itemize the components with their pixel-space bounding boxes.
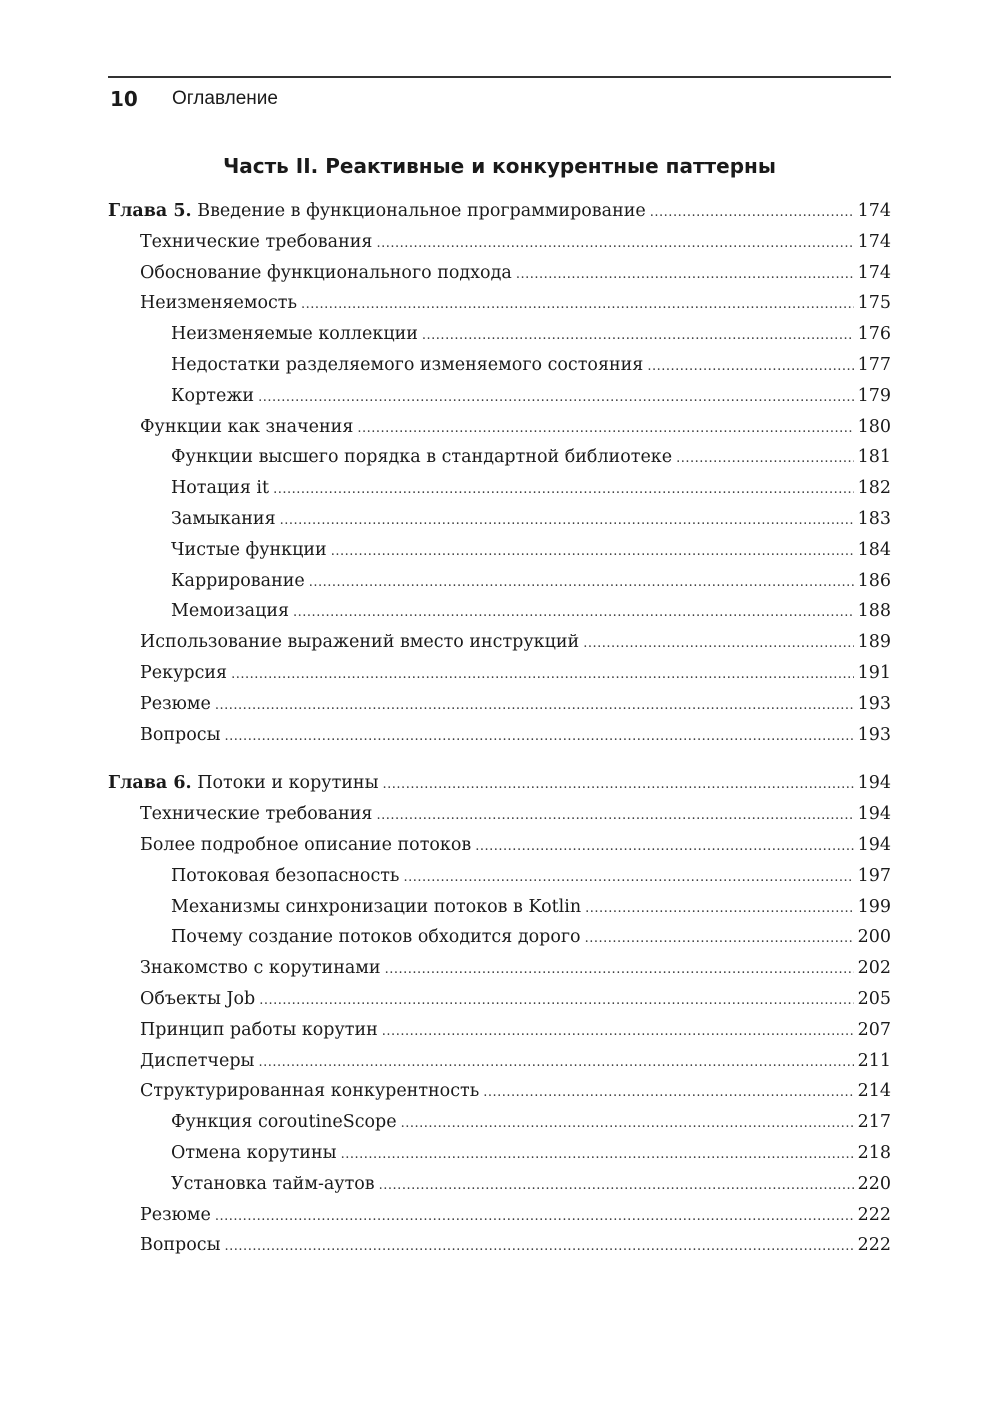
- toc-entry-title: [140, 984, 255, 1015]
- toc-page-number: 183: [857, 508, 891, 529]
- dot-leader: [379, 1171, 854, 1202]
- page-header: [108, 76, 891, 114]
- dot-leader: [650, 198, 854, 229]
- toc-entry-title: [171, 1169, 375, 1200]
- toc-entry-title: [171, 566, 305, 597]
- toc-entry: [108, 1138, 891, 1169]
- toc-entry: [108, 504, 891, 535]
- toc-page-number: 211: [857, 1050, 891, 1071]
- toc-entry: [108, 258, 891, 289]
- toc-entry-text: Потоки и корутины: [197, 773, 379, 794]
- toc-entry-text: Установка тайм-аутов: [171, 1173, 375, 1194]
- dot-leader: [403, 863, 853, 894]
- toc-entry-text: Неизменяемые коллекции: [171, 324, 418, 345]
- toc-entry-title: [140, 1230, 221, 1261]
- running-title: Оглавление: [172, 88, 278, 109]
- toc-entry: [108, 1015, 891, 1046]
- toc-entry-title: [140, 1076, 479, 1107]
- toc-entry-text: Отмена корутины: [171, 1142, 337, 1163]
- toc-chapter-prefix: Глава 6.: [108, 773, 192, 794]
- toc-entry: [108, 442, 891, 473]
- toc-entry-title: [140, 227, 372, 258]
- toc-entry: [108, 535, 891, 566]
- toc-page-number: 222: [857, 1204, 891, 1225]
- toc-entry-title: [108, 196, 646, 227]
- toc-entry-text: Неизменяемость: [140, 293, 298, 314]
- toc-entry: [108, 689, 891, 720]
- toc-entry-title: [171, 1107, 397, 1138]
- toc-entry-text: Почему создание потоков обходится дорого: [171, 927, 581, 948]
- toc-entry: [108, 799, 891, 830]
- toc-page-number: 199: [857, 896, 891, 917]
- toc-entry: [108, 1107, 891, 1138]
- toc-entry-text: Мемоизация: [171, 601, 290, 622]
- toc-entry-title: [171, 350, 643, 381]
- dot-leader: [231, 660, 854, 691]
- toc-entry-text: Замыкания: [171, 508, 276, 529]
- toc-entry: [108, 1076, 891, 1107]
- dot-leader: [585, 894, 853, 925]
- dot-leader: [225, 1232, 854, 1263]
- toc-page-number: 174: [857, 201, 891, 221]
- toc-entry-title: [140, 1200, 211, 1231]
- toc-page-number: 188: [857, 601, 891, 622]
- toc-entry-text: Технические требования: [140, 804, 373, 825]
- toc-page-number: 222: [857, 1235, 891, 1256]
- toc-entry-text: Нотация it: [171, 478, 270, 499]
- toc-page-number: 217: [857, 1112, 891, 1133]
- toc-entry-title: [171, 535, 327, 566]
- toc-entry: [108, 892, 891, 923]
- toc-entry-text: Каррирование: [171, 570, 305, 591]
- dot-leader: [357, 414, 853, 445]
- toc-entry-text: Потоковая безопасность: [171, 865, 400, 886]
- toc-chapter-entry: [108, 196, 891, 227]
- dot-leader: [483, 1078, 853, 1109]
- dot-leader: [293, 598, 854, 629]
- toc-chapter-entry: [108, 768, 891, 799]
- toc-entry-title: [140, 830, 471, 861]
- toc-page-number: 194: [857, 834, 891, 855]
- toc-page-number: 184: [857, 539, 891, 560]
- toc-entry: [108, 1169, 891, 1200]
- toc-entry-title: [171, 1138, 337, 1169]
- dot-leader: [258, 383, 854, 414]
- toc-page-number: 174: [857, 262, 891, 283]
- toc-page-number: 179: [857, 385, 891, 406]
- toc-entry-title: [140, 658, 227, 689]
- dot-leader: [585, 924, 854, 955]
- toc-entry-text: Механизмы синхронизации потоков в Kotlin: [171, 896, 582, 917]
- toc-page-number: 202: [857, 958, 891, 979]
- toc-entry-text: Недостатки разделяемого изменяемого состояния: [171, 354, 644, 375]
- toc-page-number: 180: [857, 416, 891, 437]
- toc-entry-text: Функции высшего порядка в стандартной библиотеке: [171, 447, 673, 468]
- toc-page-number: 220: [857, 1173, 891, 1194]
- toc-entry-title: [140, 1046, 254, 1077]
- toc-entry: [108, 1046, 891, 1077]
- dot-leader: [647, 352, 853, 383]
- toc-page-number: 200: [857, 927, 891, 948]
- toc-entry-text: Резюме: [140, 1204, 211, 1225]
- toc-entry-text: Структурированная конкурентность: [140, 1081, 480, 1102]
- toc-entry-text: Более подробное описание потоков: [140, 834, 472, 855]
- toc-page-number: 176: [857, 324, 891, 345]
- toc-entry-text: Знакомство с корутинами: [140, 958, 381, 979]
- toc-entry: [108, 861, 891, 892]
- table-of-contents: [108, 196, 891, 1261]
- toc-entry: [108, 953, 891, 984]
- toc-entry: [108, 350, 891, 381]
- dot-leader: [422, 321, 854, 352]
- toc-entry-title: [140, 627, 579, 658]
- dot-leader: [225, 722, 854, 753]
- toc-entry-title: [108, 768, 379, 799]
- toc-entry: [108, 830, 891, 861]
- toc-page-number: 194: [857, 804, 891, 825]
- toc-entry: [108, 381, 891, 412]
- toc-entry-text: Диспетчеры: [140, 1050, 255, 1071]
- toc-entry: [108, 984, 891, 1015]
- toc-page-number: 181: [857, 447, 891, 468]
- toc-page-number: 218: [857, 1142, 891, 1163]
- toc-entry-title: [171, 922, 581, 953]
- dot-leader: [376, 801, 853, 832]
- toc-entry-title: [171, 442, 672, 473]
- toc-entry-title: [140, 799, 372, 830]
- toc-entry: [108, 319, 891, 350]
- toc-entry-title: [140, 720, 221, 751]
- toc-entry: [108, 922, 891, 953]
- toc-page-number: 189: [857, 632, 891, 653]
- toc-entry-text: Использование выражений вместо инструкций: [140, 632, 580, 653]
- toc-page-number: 197: [857, 865, 891, 886]
- toc-entry-text: Функция coroutineScope: [171, 1112, 397, 1133]
- toc-page-number: 193: [857, 724, 891, 745]
- toc-entry: [108, 627, 891, 658]
- dot-leader: [215, 691, 854, 722]
- dot-leader: [382, 1017, 854, 1048]
- dot-leader: [341, 1140, 854, 1171]
- dot-leader: [385, 955, 854, 986]
- toc-entry: [108, 720, 891, 751]
- toc-page-number: 174: [857, 231, 891, 252]
- toc-entry-text: Чистые функции: [171, 539, 327, 560]
- toc-page-number: 175: [857, 293, 891, 314]
- toc-entry-text: Вопросы: [140, 1235, 221, 1256]
- toc-entry-title: [140, 288, 297, 319]
- toc-page-number: 193: [857, 693, 891, 714]
- toc-entry-text: Технические требования: [140, 231, 373, 252]
- toc-page-number: 182: [857, 478, 891, 499]
- dot-leader: [401, 1109, 854, 1140]
- dot-leader: [676, 444, 854, 475]
- toc-page-number: 207: [857, 1019, 891, 1040]
- toc-entry-title: [171, 892, 581, 923]
- toc-entry: [108, 227, 891, 258]
- toc-page-number: 214: [857, 1081, 891, 1102]
- dot-leader: [301, 290, 854, 321]
- page-number: 10: [110, 87, 138, 111]
- toc-entry-text: Обоснование функционального подхода: [140, 262, 512, 283]
- toc-page-number: 194: [857, 773, 891, 794]
- toc-entry: [108, 566, 891, 597]
- toc-entry: [108, 473, 891, 504]
- toc-entry-title: [171, 473, 269, 504]
- toc-page-number: 191: [857, 662, 891, 683]
- toc-entry-title: [140, 953, 381, 984]
- toc-entry-text: Введение в функциональное программирование: [197, 201, 646, 221]
- part-title: Часть II. Реактивные и конкурентные паттерны: [223, 154, 776, 178]
- toc-entry-text: Вопросы: [140, 724, 221, 745]
- dot-leader: [475, 832, 853, 863]
- toc-page-number: 186: [857, 570, 891, 591]
- toc-entry-title: [140, 258, 512, 289]
- toc-entry-title: [140, 412, 353, 443]
- toc-entry-text: Кортежи: [171, 385, 255, 406]
- dot-leader: [259, 986, 853, 1017]
- toc-page-number: 205: [857, 988, 891, 1009]
- dot-leader: [516, 260, 854, 291]
- toc-entry: [108, 1230, 891, 1261]
- dot-leader: [258, 1048, 853, 1079]
- dot-leader: [376, 229, 853, 260]
- toc-entry-title: [171, 861, 399, 892]
- toc-entry: [108, 412, 891, 443]
- toc-entry: [108, 1200, 891, 1231]
- dot-leader: [273, 475, 854, 506]
- toc-entry-text: Резюме: [140, 693, 211, 714]
- toc-entry-title: [140, 689, 211, 720]
- toc-entry-text: Объекты Job: [140, 988, 256, 1009]
- dot-leader: [583, 629, 853, 660]
- toc-entry: [108, 658, 891, 689]
- toc-entry-title: [140, 1015, 378, 1046]
- toc-entry-title: [171, 596, 289, 627]
- toc-page-number: 177: [857, 354, 891, 375]
- toc-entry-text: Принцип работы корутин: [140, 1019, 378, 1040]
- dot-leader: [280, 506, 854, 537]
- dot-leader: [309, 568, 854, 599]
- toc-entry-title: [171, 381, 254, 412]
- toc-entry-text: Рекурсия: [140, 662, 228, 683]
- dot-leader: [331, 537, 854, 568]
- dot-leader: [383, 770, 854, 801]
- toc-chapter-prefix: Глава 5.: [108, 201, 192, 221]
- toc-entry-title: [171, 319, 418, 350]
- toc-entry-text: Функции как значения: [140, 416, 354, 437]
- toc-entry-title: [171, 504, 276, 535]
- toc-entry: [108, 596, 891, 627]
- dot-leader: [215, 1202, 854, 1233]
- toc-entry: [108, 288, 891, 319]
